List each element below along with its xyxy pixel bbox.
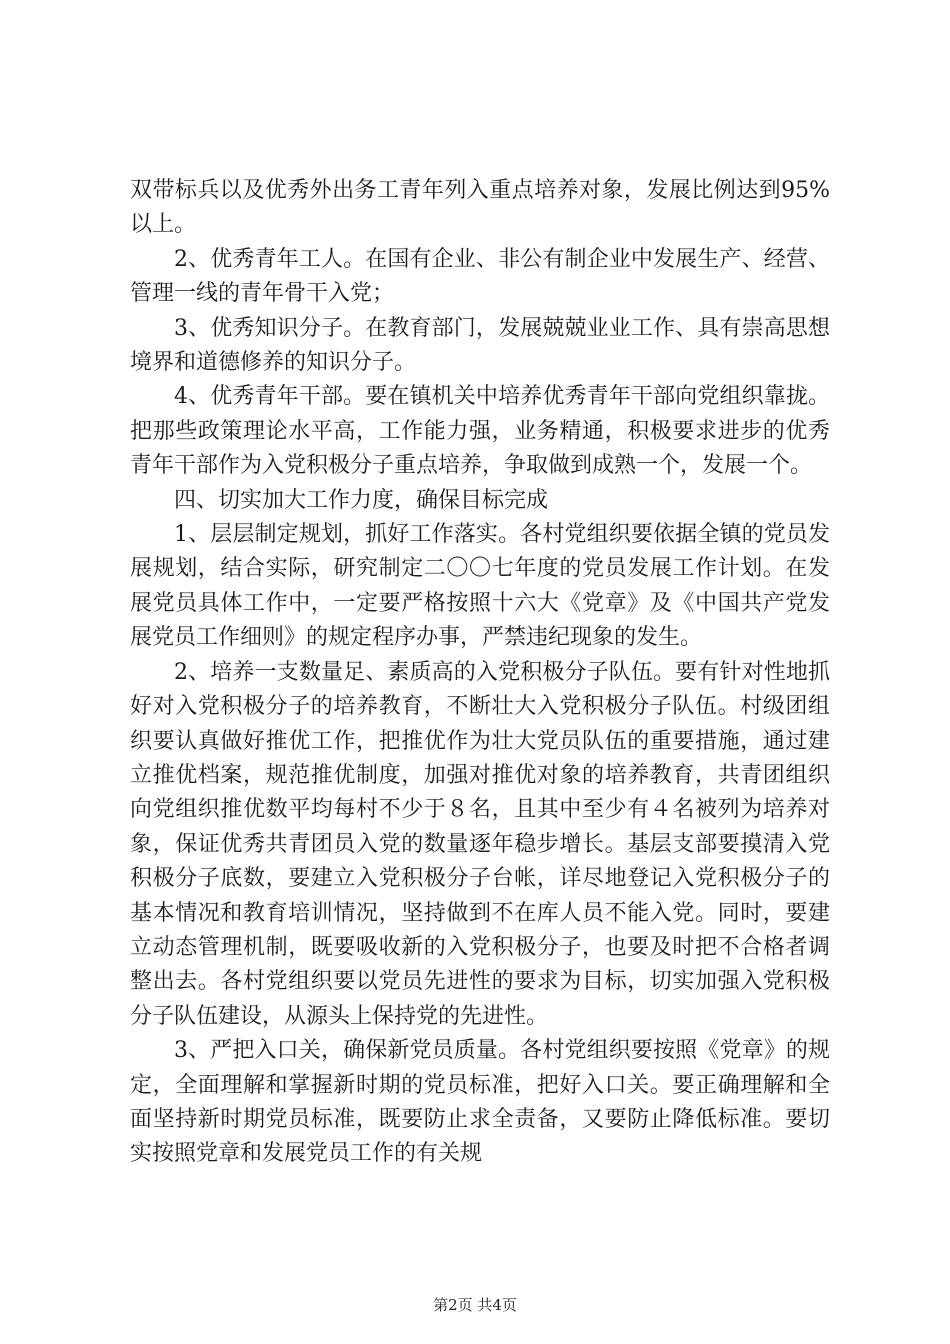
paragraph-section4-item-3: 3、严把入口关，确保新党员质量。各村党组织要按照《党章》的规定，全面理解和掌握新时期的党员标准，把好入口关。要正确理解和全面坚持新时期党员标准，既要防止求全责备，又要防止降低标准。要切实按照党章和发展党员工作的有关规	[130, 1038, 830, 1167]
paragraph-section4-item-1: 1、层层制定规划，抓好工作落实。各村党组织要依据全镇的党员发展规划，结合实际，研究制定二〇〇七年度的党员发展工作计划。在发展党员具体工作中，一定要严格按照十六大《党章》及《中国共产党发展党员工作细则》的规定程序办事，严禁违纪现象的发生。	[130, 522, 830, 651]
paragraph-item-4: 4、优秀青年干部。要在镇机关中培养优秀青年干部向党组织靠拢。把那些政策理论水平高，工作能力强，业务精通，积极要求进步的优秀青年干部作为入党积极分子重点培养，争取做到成熟一个，发展一个。	[130, 384, 830, 479]
page-number-footer: 第2页 共4页	[433, 1296, 517, 1314]
paragraph-item-2: 2、优秀青年工人。在国有企业、非公有制企业中发展生产、经营、管理一线的青年骨干入党；	[130, 246, 830, 307]
document-body	[130, 174, 830, 1172]
section-heading-4: 四、切实加大工作力度，确保目标完成	[174, 487, 549, 513]
paragraph-section4-item-2: 2、培养一支数量足、素质高的入党积极分子队伍。要有针对性地抓好对入党积极分子的培养教育，不断壮大入党积极分子队伍。村级团组织要认真做好推优工作，把推优作为壮大党员队伍的重要措施，通过建立推优档案，规范推优制度，加强对推优对象的培养教育，共青团组织向党组织推优数平均每村不少于８名，且其中至少有４名被列为培养对象，保证优秀共青团员入党的数量逐年稳步增长。基层支部要摸清入党积极分子底数，要建立入党积极分子台帐，详尽地登记入党积极分子的基本情况和教育培训情况，坚持做到不在库人员不能入党。同时，要建立动态管理机制，既要吸收新的入党积极分子，也要及时把不合格者调整出去。各村党组织要以党员先进性的要求为目标，切实加强入党积极分子队伍建设，从源头上保持党的先进性。	[130, 659, 830, 1029]
paragraph-continuation: 双带标兵以及优秀外出务工青年列入重点培养对象，发展比例达到95%以上。	[130, 178, 830, 238]
paragraph-item-3: 3、优秀知识分子。在教育部门，发展兢兢业业工作、具有崇高思想境界和道德修养的知识分子。	[130, 315, 830, 376]
